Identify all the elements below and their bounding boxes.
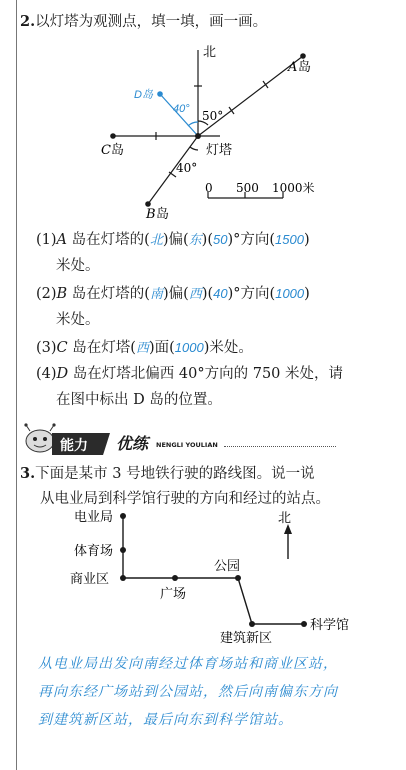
ray-to-d	[160, 94, 198, 136]
angle-arc-d	[188, 122, 198, 126]
station-label-4: 公园	[214, 559, 241, 574]
a-tick-2	[263, 81, 268, 88]
q3-answer-line-3: 到建筑新区站，最后向东到科学馆站。	[38, 712, 293, 728]
section-title: 优练	[116, 434, 149, 453]
a-suffix: 岛	[298, 60, 312, 75]
q3-answer-line-1: 从电业局出发向南经过体育场站和商业区站，	[38, 656, 338, 672]
station-label-6: 科学馆	[310, 618, 350, 633]
b-dot	[145, 201, 151, 207]
station-dot-2	[120, 575, 126, 581]
scale-500: 500	[236, 181, 259, 195]
c-dot	[110, 133, 116, 139]
q3-line2: 从电业局到科学馆行驶的方向和经过的站点。	[40, 491, 330, 507]
q2-number: 2.	[20, 13, 36, 30]
q2-title-text: 以灯塔为观测点，填一填，画一画。	[35, 14, 268, 30]
station-dot-1	[120, 547, 126, 553]
scale-0: 0	[205, 181, 213, 195]
station-label-0: 电业局	[74, 510, 114, 525]
a-dot	[300, 53, 306, 59]
d-angle-label: 40°	[173, 103, 190, 115]
q3-number: 3.	[20, 465, 36, 482]
angle-50-label: 50°	[202, 109, 224, 123]
station-label-3: 广场	[160, 587, 187, 602]
q3-answer-line-2: 再向东经广场站到公园站，然后向南偏东方向	[38, 684, 338, 700]
q2-item-3: (3)C 岛在灯塔(西)面(1000)米处。	[36, 340, 253, 356]
subway-map	[0, 504, 406, 644]
a-tick-1	[229, 107, 234, 114]
station-dot-6	[301, 621, 307, 627]
station-label-1: 体育场	[74, 544, 114, 559]
q2-item-1-line2: 米处。	[56, 258, 100, 274]
q3-answer	[38, 650, 390, 734]
answer-1c: 50	[213, 232, 228, 247]
station-dot-0	[120, 513, 126, 519]
angle-40-label: 40°	[176, 161, 198, 175]
answer-2b: 西	[188, 286, 202, 301]
q2-item-4: (4)D 岛在灯塔北偏西 40°方向的 750 米处，请	[36, 366, 343, 382]
section-dotted-line	[224, 446, 336, 447]
b-label: B	[146, 207, 156, 222]
answer-1b: 东	[188, 232, 202, 247]
section-ribbon-label: 能力	[60, 438, 88, 454]
q2-title	[20, 10, 267, 31]
c-suffix: 岛	[111, 143, 125, 158]
answer-3a: 西	[135, 340, 149, 355]
scale-1000: 1000米	[272, 181, 315, 195]
station-dot-4	[235, 575, 241, 581]
d-dot	[157, 91, 163, 97]
answer-1a: 北	[149, 232, 163, 247]
q2-item-2-line2: 米处。	[56, 312, 100, 328]
a-label: A	[288, 60, 298, 75]
angle-arc-40	[190, 147, 198, 150]
q3-line1: 3.下面是某市 3 号地铁行驶的路线图。说一说	[20, 465, 315, 482]
lighthouse-label: 灯塔	[206, 143, 233, 158]
station-label-5: 建筑新区	[220, 631, 273, 644]
map-north-label: 北	[278, 511, 292, 526]
d-label: D岛	[134, 89, 153, 101]
answer-2c: 40	[213, 286, 228, 301]
lighthouse-dot	[195, 133, 201, 139]
q2-item-1: (1)A 岛在灯塔的(北)偏(东)(50)°方向(1500)	[36, 232, 310, 248]
station-dot-5	[249, 621, 255, 627]
q2-item-4-line2: 在图中标出 D 岛的位置。	[56, 392, 222, 408]
answer-1d: 1500	[275, 232, 304, 247]
answer-2d: 1000	[275, 286, 305, 301]
section-pinyin: NENGLI YOULIAN	[156, 441, 218, 449]
b-suffix: 岛	[156, 207, 170, 222]
north-label: 北	[203, 45, 217, 60]
q2-item-2: (2)B 岛在灯塔的(南)偏(西)(40)°方向(1000)	[36, 286, 310, 302]
station-dot-3	[172, 575, 178, 581]
answer-3b: 1000	[174, 340, 204, 355]
station-label-2: 商业区	[70, 572, 110, 587]
answer-2a: 南	[149, 286, 163, 301]
c-label: C	[101, 143, 111, 158]
